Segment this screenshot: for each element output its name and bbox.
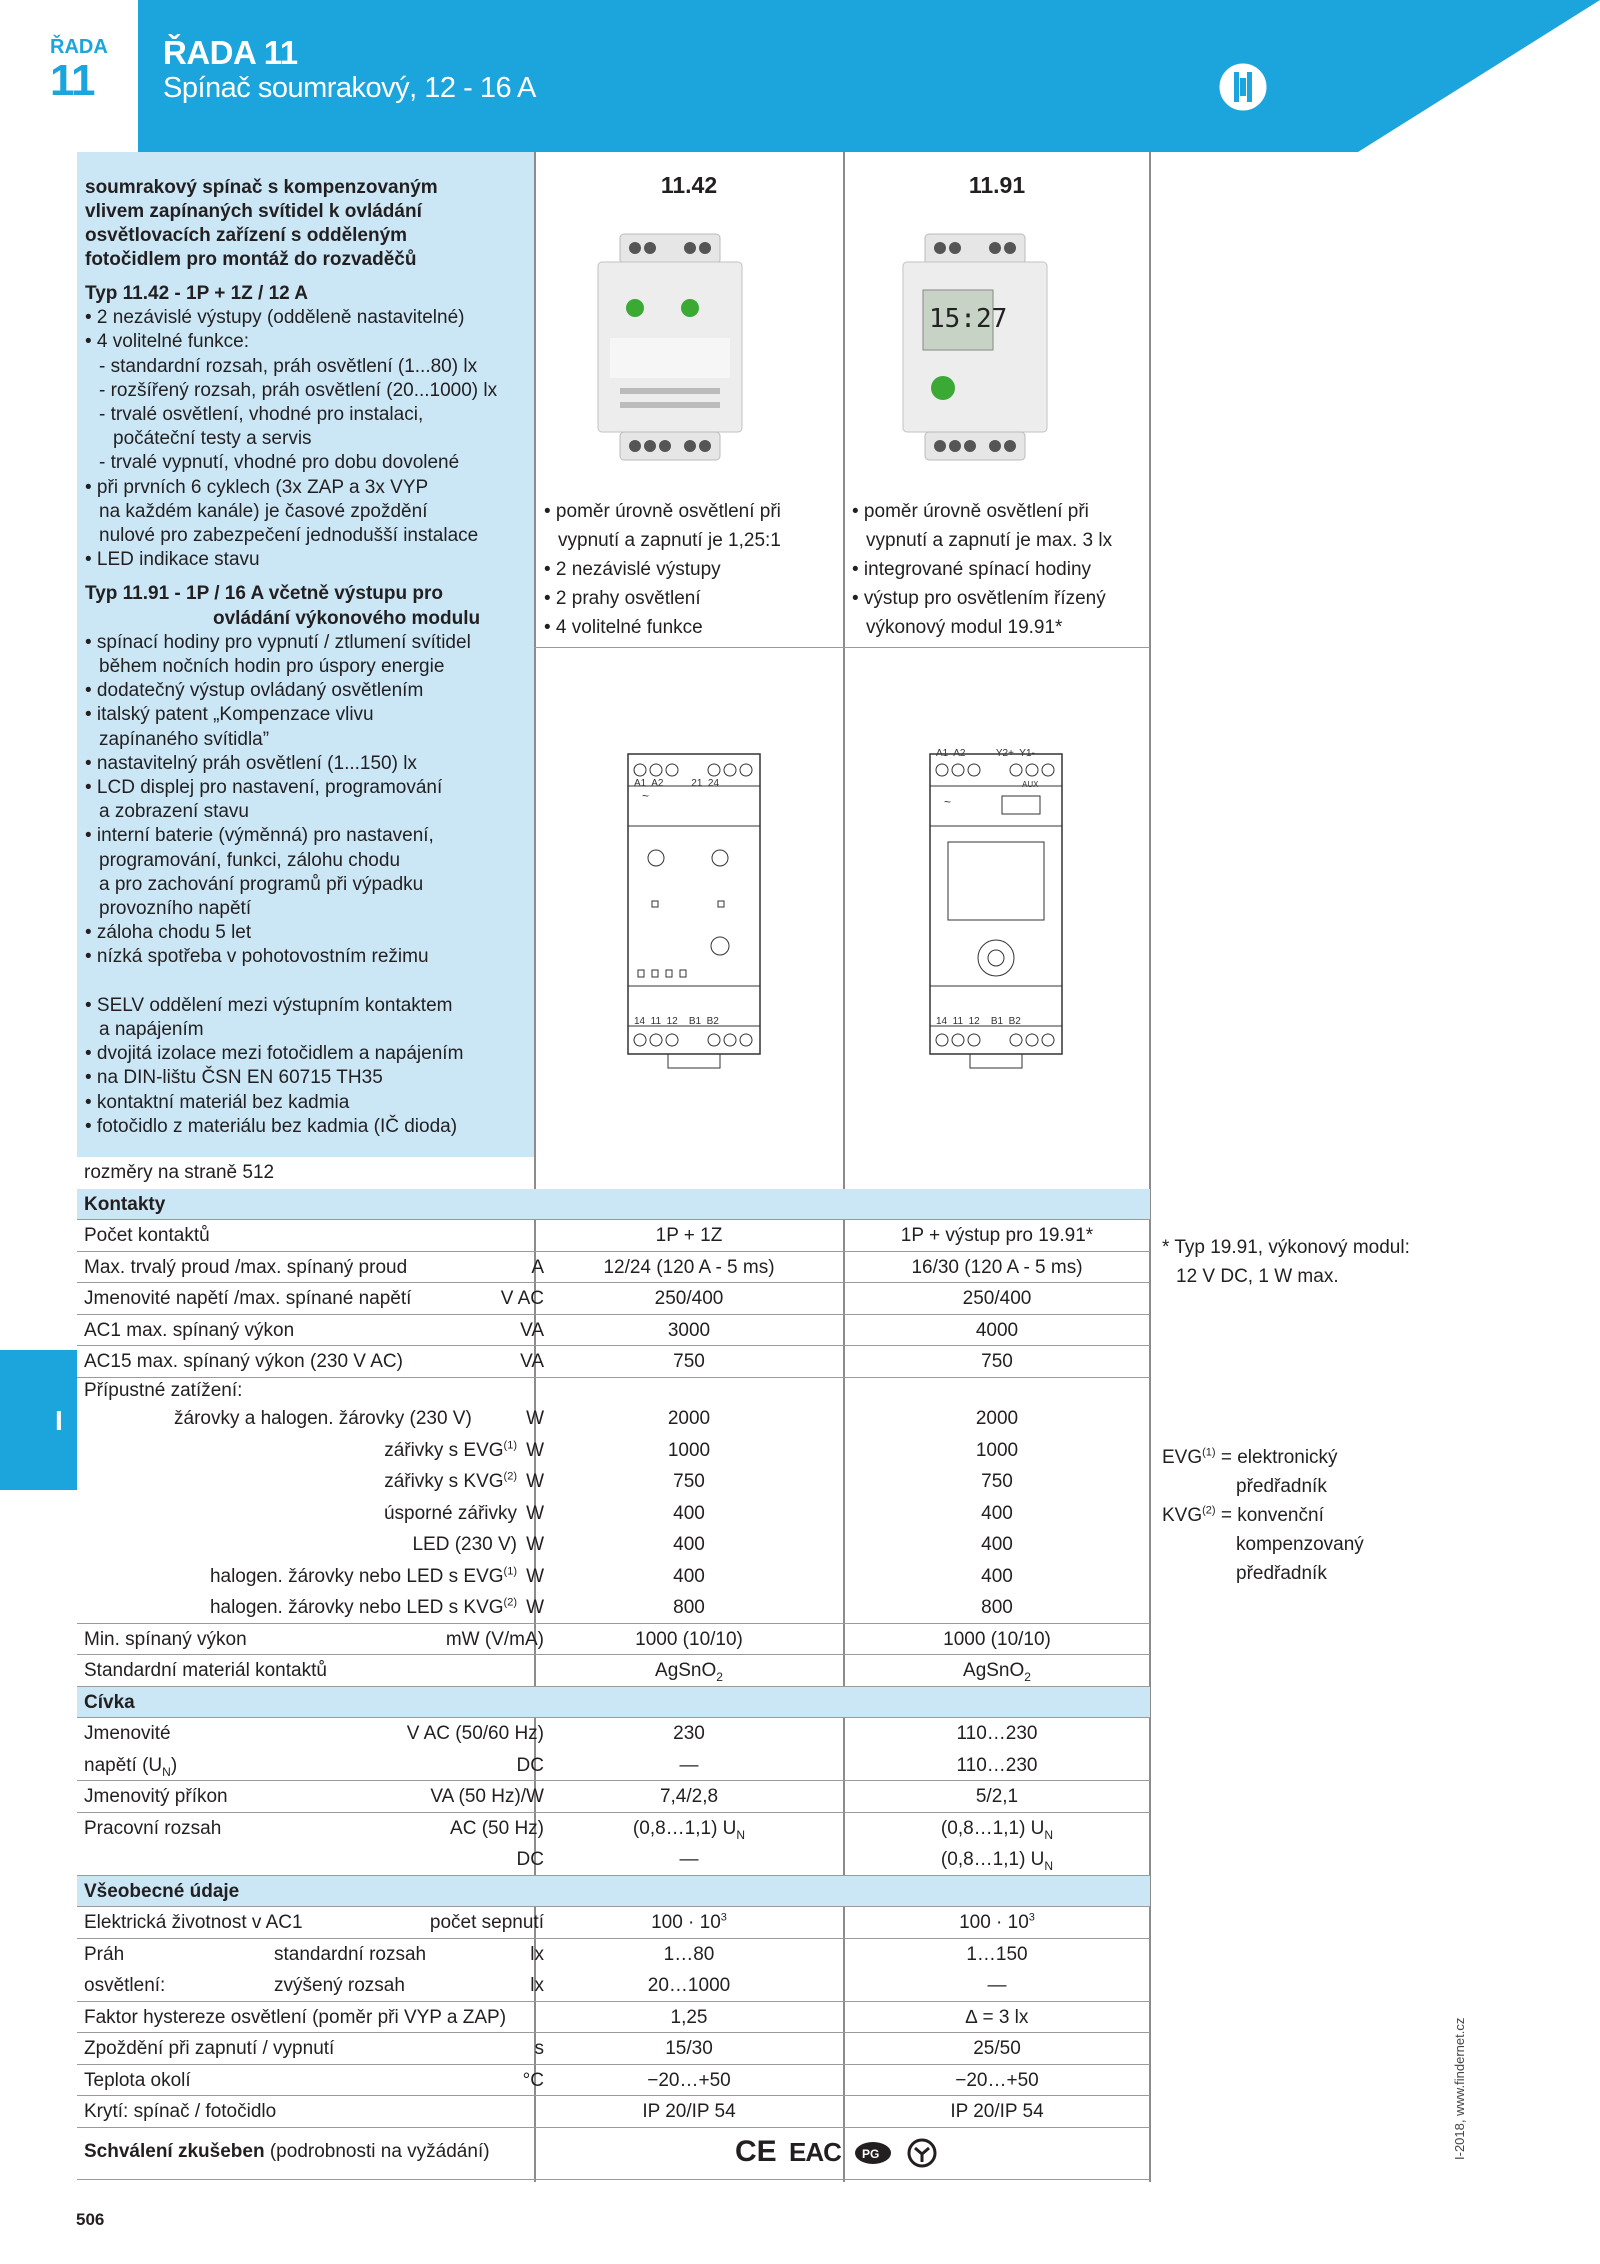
lcd-display: 15:27 xyxy=(929,304,1008,334)
value-11-91: 25/50 xyxy=(973,2038,1021,2059)
row-unit: počet sepnutí xyxy=(429,1912,544,1933)
table-row xyxy=(77,2033,1150,2065)
section-header-general xyxy=(77,1876,1150,1908)
list-item: • LCD displej pro nastavení, programování xyxy=(85,777,443,799)
ce-mark-icon: CE xyxy=(735,2134,777,2168)
list-item: - rozšířený rozsah, práh osvětlení (20...1000) lx xyxy=(99,379,498,401)
value-11-42: 1,25 xyxy=(670,2006,708,2028)
list-item: • LED indikace stavu xyxy=(85,549,260,571)
section-title: Cívka xyxy=(84,1691,135,1713)
value-11-91 xyxy=(844,1907,1150,1939)
value-text: AgSnO xyxy=(963,1660,1025,1681)
row-unit: lx xyxy=(530,1943,544,1965)
superscript: 3 xyxy=(720,1911,727,1924)
value-11-42: — xyxy=(679,1849,699,1870)
value-11-42: 400 xyxy=(673,1502,705,1524)
row-unit: A xyxy=(531,1256,544,1278)
value-11-42: — xyxy=(679,1754,699,1776)
value-11-42 xyxy=(534,1813,844,1845)
value-11-42: 15/30 xyxy=(665,2038,713,2059)
table-row xyxy=(77,2002,1150,2034)
row-label: Jmenovité xyxy=(84,1723,171,1744)
type2-heading: Typ 11.91 - 1P / 16 A včetně výstupu pro xyxy=(85,583,443,605)
value-text: AgSnO xyxy=(655,1660,717,1681)
value-11-91: 750 xyxy=(981,1351,1013,1372)
value-11-42: 12/24 (120 A - 5 ms) xyxy=(603,1256,775,1278)
row-unit: W xyxy=(526,1439,544,1461)
table-row xyxy=(77,1435,1150,1467)
list-item: - trvalé vypnutí, vhodné pro dobu dovolené xyxy=(99,452,460,474)
footnote-ref: (1) xyxy=(503,1439,517,1452)
table-row xyxy=(77,1403,1150,1435)
row-label: Teplota okolí xyxy=(84,2069,191,2091)
table-row xyxy=(77,1346,1150,1378)
list-item: programování, funkci, zálohu chodu xyxy=(99,849,401,871)
approvals-rest: (podrobnosti na vyžádání) xyxy=(264,2140,490,2162)
table-row xyxy=(77,1624,1150,1656)
feature-item: • 2 prahy osvětlení xyxy=(544,588,701,609)
note-line: 12 V DC, 1 W max. xyxy=(1176,1266,1339,1287)
value-11-42: 800 xyxy=(673,1597,705,1618)
footnote-evg-kvg xyxy=(1162,1443,1364,1588)
value-11-91: 5/2,1 xyxy=(975,1786,1019,1807)
value-11-42: 400 xyxy=(673,1534,705,1555)
row-unit: V AC (50/60 Hz) xyxy=(406,1723,544,1744)
row-label: Standardní materiál kontaktů xyxy=(84,1660,327,1681)
subscript: N xyxy=(162,1764,171,1779)
model-code-11-91: 11.91 xyxy=(968,172,1026,198)
feature-item: • poměr úrovně osvětlení při xyxy=(852,501,1089,522)
list-item: • nastavitelný práh osvětlení (1...150) lx xyxy=(85,752,417,774)
row-unit: mW (V/mA) xyxy=(445,1628,544,1650)
footnote-ref: (1) xyxy=(1202,1446,1216,1459)
subscript: N xyxy=(1044,1827,1054,1842)
row-label xyxy=(384,1466,517,1498)
table-row xyxy=(77,1907,1150,1939)
feature-item: • 2 nezávislé výstupy xyxy=(544,559,721,580)
row-label: Zpoždění při zapnutí / vypnutí xyxy=(84,2038,335,2059)
kvg-term: KVG xyxy=(1162,1505,1203,1526)
row-sublabel: standardní rozsah xyxy=(274,1943,427,1965)
value-11-42: 7,4/2,8 xyxy=(659,1786,719,1807)
list-item: • 2 nezávislé výstupy (odděleně nastavitelné) xyxy=(85,307,465,329)
list-item: a napájením xyxy=(99,1018,204,1040)
list-item: a zobrazení stavu xyxy=(99,801,249,823)
list-item: • italský patent „Kompenzace vlivu xyxy=(85,704,374,726)
subscript: N xyxy=(1044,1858,1054,1873)
wiring-drawing-11-42 xyxy=(624,746,764,1076)
section-title: Všeobecné údaje xyxy=(84,1880,240,1902)
row-label: Práh xyxy=(84,1943,125,1965)
value-11-91: 400 xyxy=(981,1534,1013,1555)
table-row xyxy=(77,1844,1150,1876)
list-item: - trvalé osvětlení, vhodné pro instalaci, xyxy=(99,404,424,426)
kvg-def: = konvenční xyxy=(1215,1505,1324,1526)
gost-mark-icon xyxy=(853,2140,893,2166)
row-sublabel: zvýšený rozsah xyxy=(274,1975,405,1996)
row-unit: s xyxy=(534,2038,544,2059)
value-11-42 xyxy=(534,1655,844,1687)
evg-term: EVG xyxy=(1162,1447,1203,1468)
value-11-42: 1…80 xyxy=(663,1943,715,1965)
feature-item: vypnutí a zapnutí je max. 3 lx xyxy=(866,530,1113,551)
list-item: • záloha chodu 5 let xyxy=(85,922,252,944)
row-label: žárovky a halogen. žárovky (230 V) xyxy=(174,1408,472,1429)
note-line xyxy=(1162,1501,1364,1530)
table-row xyxy=(77,1315,1150,1347)
row-label: AC15 max. spínaný výkon (230 V AC) xyxy=(84,1351,403,1372)
footnote-ref: (2) xyxy=(503,1470,517,1483)
svg-text:PG: PG xyxy=(862,2146,880,2161)
note-line: předřadník xyxy=(1236,1563,1327,1584)
value-11-91: 110…230 xyxy=(956,1723,1038,1744)
feature-item: • integrované spínací hodiny xyxy=(852,559,1092,580)
terminal-labels-top: A1 A2 21 24 xyxy=(634,778,720,789)
page-title: ŘADA 11 xyxy=(163,34,298,71)
label-text: zářivky s KVG xyxy=(384,1471,504,1492)
table-row-approvals xyxy=(77,2128,1150,2180)
value-11-42: 20…1000 xyxy=(647,1975,731,1996)
row-unit: VA xyxy=(520,1319,544,1341)
row-label xyxy=(84,1750,177,1782)
feature-divider xyxy=(534,647,1150,648)
row-unit: DC xyxy=(516,1754,544,1776)
terminal-labels-bottom: 14 11 12 B1 B2 xyxy=(936,1016,1021,1027)
approval-mark-icon xyxy=(907,2138,937,2168)
page-subtitle: Spínač soumrakový, 12 - 16 A xyxy=(163,72,536,104)
value-11-91: 1P + výstup pro 19.91* xyxy=(900,1225,1094,1246)
brand-name: finder xyxy=(1276,63,1398,115)
wiring-drawing-11-91 xyxy=(926,746,1066,1076)
row-label: Jmenovitý příkon xyxy=(84,1786,228,1807)
dims-note: rozměry na straně 512 xyxy=(84,1162,275,1183)
eac-mark-icon: EAC xyxy=(789,2136,841,2167)
list-item: • při prvních 6 cyklech (3x ZAP a 3x VYP xyxy=(85,476,429,498)
table-row xyxy=(77,1529,1150,1561)
row-label: Přípustné zatížení: xyxy=(84,1379,243,1401)
value-11-91: 4000 xyxy=(975,1319,1019,1341)
side-url: I-2018, www.findernet.cz xyxy=(1452,2017,1467,2160)
subscript: N xyxy=(736,1827,746,1842)
row-unit: W xyxy=(526,1534,544,1555)
list-item: nulové pro zabezpečení jednodušší instalace xyxy=(99,525,479,547)
row-label: Max. trvalý proud /max. spínaný proud xyxy=(84,1256,408,1278)
subscript: 2 xyxy=(1024,1669,1031,1684)
table-row xyxy=(77,1378,1150,1406)
feature-item: vypnutí a zapnutí je 1,25:1 xyxy=(558,530,781,551)
value-11-42: 1000 (10/10) xyxy=(635,1628,743,1650)
label-text: halogen. žárovky nebo LED s EVG xyxy=(209,1565,504,1587)
section-tab xyxy=(0,1350,77,1490)
type2-heading-2: ovládání výkonového modulu xyxy=(213,607,481,629)
table-row xyxy=(77,1157,1150,1189)
row-label: Jmenovité napětí /max. spínané napětí xyxy=(84,1288,412,1309)
row-label xyxy=(210,1592,517,1624)
value-11-91: 800 xyxy=(981,1597,1013,1618)
row-unit: V AC xyxy=(500,1288,544,1309)
value-text: (0,8…1,1) U xyxy=(940,1849,1045,1870)
value-11-91: 400 xyxy=(981,1502,1013,1524)
footnote-1991 xyxy=(1162,1233,1410,1291)
list-item: • nízká spotřeba v pohotovostním režimu xyxy=(85,946,429,968)
row-label: Min. spínaný výkon xyxy=(84,1628,247,1650)
value-text: (0,8…1,1) U xyxy=(940,1817,1045,1839)
svg-text:~: ~ xyxy=(642,789,650,803)
table-row xyxy=(77,1592,1150,1624)
row-unit: VA xyxy=(520,1351,544,1372)
label-text: halogen. žárovky nebo LED s KVG xyxy=(209,1597,504,1618)
intro-heading: soumrakový spínač s kompenzovaným vlivem zapínaných svítidel k ovládání osvětlovacích zařízení s odděleným fotočidlem pro montáž do rozvaděčů xyxy=(85,177,438,270)
value-11-91: 400 xyxy=(981,1565,1013,1587)
list-item: • fotočidlo z materiálu bez kadmia (IČ dioda) xyxy=(85,1115,458,1137)
row-label: osvětlení: xyxy=(84,1975,166,1996)
label-text: napětí (U xyxy=(84,1754,163,1776)
section-tab-letter: I xyxy=(55,1405,63,1436)
value-11-91: 250/400 xyxy=(962,1288,1032,1309)
model-code-11-42: 11.42 xyxy=(660,172,718,198)
list-item: • SELV oddělení mezi výstupním kontaktem xyxy=(85,994,453,1016)
row-unit: W xyxy=(526,1565,544,1587)
value-text: 100 · 10 xyxy=(651,1912,721,1933)
row-label: Krytí: spínač / fotočidlo xyxy=(84,2101,277,2122)
list-item: • na DIN-lištu ČSN EN 60715 TH35 xyxy=(85,1067,383,1089)
value-text: 100 · 10 xyxy=(959,1912,1029,1933)
table-row xyxy=(77,1283,1150,1315)
row-unit: W xyxy=(526,1597,544,1618)
product-photo-11-91 xyxy=(895,228,1055,468)
value-11-91: 2000 xyxy=(975,1408,1019,1429)
row-label: Faktor hystereze osvětlení (poměr při VYP a ZAP) xyxy=(84,2006,507,2028)
table-row xyxy=(77,2096,1150,2128)
table-row xyxy=(77,1781,1150,1813)
list-item: • interní baterie (výměnná) pro nastavení, xyxy=(85,825,434,847)
terminal-labels-bottom: 14 11 12 B1 B2 xyxy=(634,1016,719,1027)
table-row xyxy=(77,1252,1150,1284)
list-item: • spínací hodiny pro vypnutí / ztlumení svítidel xyxy=(85,631,471,653)
footnote-ref: (1) xyxy=(503,1565,517,1578)
list-item: zapínaného svítidla” xyxy=(99,728,270,750)
model-features-11-91 xyxy=(852,497,1147,642)
finder-logo-icon xyxy=(1214,58,1272,116)
footnote-ref: (2) xyxy=(1202,1504,1216,1517)
table-row xyxy=(77,1561,1150,1593)
row-label: Pracovní rozsah xyxy=(84,1817,222,1839)
value-11-42: 2000 xyxy=(667,1408,711,1429)
label-end: ) xyxy=(170,1754,178,1776)
value-11-42 xyxy=(534,1907,844,1939)
value-11-91: 110…230 xyxy=(956,1754,1038,1776)
aux-label: AUX xyxy=(1022,780,1039,789)
value-11-91 xyxy=(844,1813,1150,1845)
note-line: * Typ 19.91, výkonový modul: xyxy=(1162,1237,1410,1258)
table-row xyxy=(77,1970,1150,2002)
list-item: - standardní rozsah, práh osvětlení (1...80) lx xyxy=(99,355,478,377)
section-header-coil xyxy=(77,1687,1150,1719)
list-item: a pro zachování programů při výpadku xyxy=(99,873,424,895)
note-line xyxy=(1162,1443,1364,1472)
row-label: LED (230 V) xyxy=(412,1534,517,1555)
device-body-icon xyxy=(895,228,1055,468)
row-label: úsporné zářivky xyxy=(383,1502,517,1524)
row-unit: W xyxy=(526,1408,544,1429)
table-row xyxy=(77,1655,1150,1687)
superscript: 3 xyxy=(1028,1911,1035,1924)
row-unit: DC xyxy=(516,1849,544,1870)
list-item: během nočních hodin pro úspory energie xyxy=(99,656,445,678)
list-item: provozního napětí xyxy=(99,898,252,920)
value-11-42: −20…+50 xyxy=(647,2069,731,2091)
value-11-91: 16/30 (120 A - 5 ms) xyxy=(911,1256,1083,1278)
list-item: • dvojitá izolace mezi fotočidlem a napájením xyxy=(85,1043,464,1065)
value-11-42: 750 xyxy=(673,1351,705,1372)
footnote-ref: (2) xyxy=(503,1596,517,1609)
row-label xyxy=(210,1561,517,1593)
product-photo-11-42 xyxy=(590,228,750,468)
table-row xyxy=(77,1939,1150,1971)
table-row xyxy=(77,2065,1150,2097)
label-text: zářivky s EVG xyxy=(384,1439,504,1461)
list-item: na každém kanále) je časové zpoždění xyxy=(99,500,428,522)
table-row xyxy=(77,1220,1150,1252)
value-11-42: IP 20/IP 54 xyxy=(642,2101,736,2122)
table-row xyxy=(77,1498,1150,1530)
feature-item: výkonový modul 19.91* xyxy=(866,617,1063,638)
feature-item: • 4 volitelné funkce xyxy=(544,617,703,638)
table-row xyxy=(77,1466,1150,1498)
intro-text xyxy=(85,176,530,1139)
value-11-91: ∆ = 3 lx xyxy=(965,2006,1029,2028)
value-11-42: 250/400 xyxy=(654,1288,724,1309)
value-11-91: IP 20/IP 54 xyxy=(950,2101,1044,2122)
list-item: počáteční testy a servis xyxy=(113,428,312,450)
row-label xyxy=(84,2128,490,2176)
feature-item: • výstup pro osvětlením řízený xyxy=(852,588,1106,609)
value-11-42: 3000 xyxy=(667,1319,711,1341)
list-item: • kontaktní materiál bez kadmia xyxy=(85,1091,350,1113)
terminal-labels-top: A1 A2 Y2+ Y1- xyxy=(936,748,1035,759)
note-line: kompenzovaný xyxy=(1236,1534,1364,1555)
table-row xyxy=(77,1813,1150,1845)
value-11-91 xyxy=(844,1844,1150,1876)
list-item: • dodatečný výstup ovládaný osvětlením xyxy=(85,680,424,702)
value-11-91: 1000 xyxy=(975,1439,1019,1461)
row-unit: W xyxy=(526,1471,544,1492)
page-number: 506 xyxy=(76,2210,105,2229)
row-unit: VA (50 Hz)/W xyxy=(430,1786,544,1807)
section-header-contacts xyxy=(77,1189,1150,1221)
note-line: předřadník xyxy=(1236,1476,1327,1497)
section-title: Kontakty xyxy=(84,1193,166,1215)
row-label xyxy=(384,1435,517,1467)
row-unit: AC (50 Hz) xyxy=(450,1817,544,1839)
row-label: Počet kontaktů xyxy=(84,1225,210,1246)
approvals-bold: Schválení zkušeben xyxy=(84,2140,265,2162)
evg-def: = elektronický xyxy=(1215,1447,1338,1468)
table-row xyxy=(77,1750,1150,1782)
row-unit: °C xyxy=(522,2069,544,2091)
row-unit: W xyxy=(526,1502,544,1524)
value-11-91: — xyxy=(987,1975,1007,1996)
row-label: AC1 max. spínaný výkon xyxy=(84,1319,295,1341)
subscript: 2 xyxy=(716,1669,723,1684)
value-11-42: 1000 xyxy=(667,1439,711,1461)
list-item: • 4 volitelné funkce: xyxy=(85,331,250,353)
value-text: (0,8…1,1) U xyxy=(632,1817,737,1839)
table-row xyxy=(77,1718,1150,1750)
type1-heading: Typ 11.42 - 1P + 1Z / 12 A xyxy=(85,283,309,304)
value-11-91 xyxy=(844,1655,1150,1687)
feature-item: • poměr úrovně osvětlení při xyxy=(544,501,781,522)
model-features-11-42 xyxy=(544,497,839,642)
series-number: 11 xyxy=(50,56,95,105)
value-11-91: 750 xyxy=(981,1471,1013,1492)
value-11-42: 1P + 1Z xyxy=(655,1225,723,1246)
value-11-91: 1…150 xyxy=(966,1943,1028,1965)
row-label: Elektrická životnost v AC1 xyxy=(84,1912,303,1933)
row-unit: lx xyxy=(530,1975,544,1996)
svg-text:~: ~ xyxy=(944,795,952,809)
value-11-91: −20…+50 xyxy=(955,2069,1039,2091)
value-11-42: 400 xyxy=(673,1565,705,1587)
value-11-42: 230 xyxy=(673,1723,705,1744)
value-11-42: 750 xyxy=(673,1471,705,1492)
series-label: ŘADA xyxy=(50,36,108,58)
value-11-91: 1000 (10/10) xyxy=(943,1628,1051,1650)
